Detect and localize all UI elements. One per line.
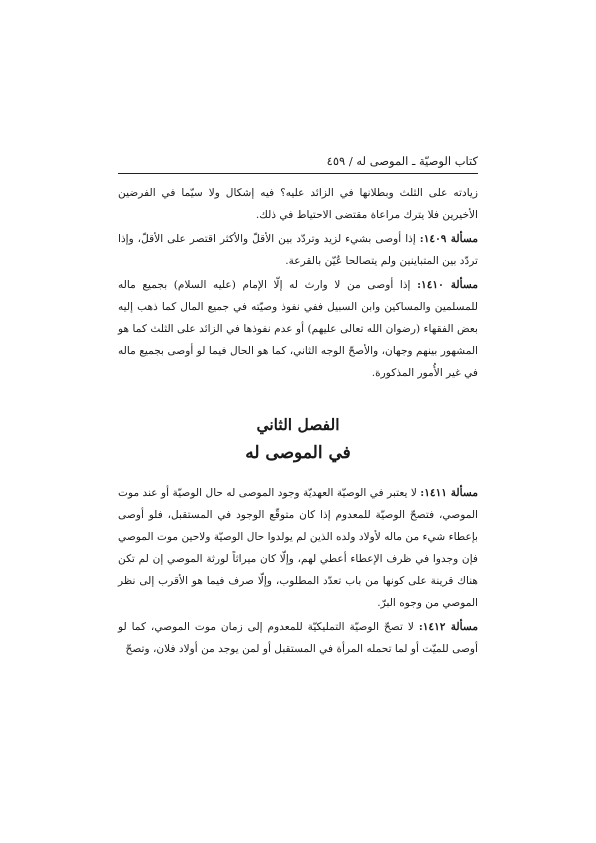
section-heading: الفصل الثاني [256, 415, 340, 434]
header-rule [118, 173, 478, 174]
issue-label: مسألة ١٤١٠: [417, 279, 478, 291]
running-header [118, 152, 478, 170]
intro-paragraph [118, 182, 478, 226]
issue-1411 [118, 482, 478, 614]
issue-1412 [118, 616, 478, 660]
running-title: كتاب الوصيّة ـ الموصى له / ٤٥٩ [326, 154, 478, 168]
issue-label: مسألة ١٤٠٩: [419, 233, 478, 245]
issue-label: مسألة ١٤١٢: [418, 621, 479, 633]
issue-1409 [118, 228, 478, 272]
issue-label: مسألة ١٤١١: [420, 487, 478, 499]
issue-text: إذا أوصى بشيء لزيد وتردّد بين الأقلّ والأكثر اقتصر على الأقلّ، وإذا تردّد بين المتباينين ولم يتصالحا عُيّن بالقرعة. [118, 233, 478, 267]
issue-text: إذا أوصى من لا وارث له إلّا الإمام (عليه السلام) بجميع ماله للمسلمين والمساكين وابن السبيل ففي نفوذ وصيّته في جميع المال كما ذهب إليه بعض الفقهاء (رضوان الله تعالى عليهم) أو عدم نفوذها في الزائد على الثلث كما هو المشهور بينهم وجهان، والأصحّ الوجه الثاني، كما هو الحال فيما لو أوصى بجميع ماله في غير الأُمور المذكورة. [118, 279, 478, 379]
section-headings [118, 412, 478, 468]
section-title: في الموصى له [245, 443, 351, 463]
intro-text: زيادته على الثلث وبطلانها في الزائد عليه؟ فيه إشكال ولا سيّما في الفرضين الأخيرين فلا يترك مراعاة مقتضى الاحتياط في ذلك. [118, 187, 478, 221]
issue-1410 [118, 274, 478, 384]
issue-text: لا تصحّ الوصيّة التمليكيّة للمعدوم إلى زمان موت الموصي، كما لو أوصى للميّت أو لما تحمله المرأة في المستقبل أو لمن يوجد من أولاد فلان، وتصحّ [118, 621, 478, 655]
issue-text: لا يعتبر في الوصيّة العهديّة وجود الموصى له حال الوصيّة أو عند موت الموصي، فتصحّ الوصيّة للمعدوم إذا كان متوقّع الوجود في المستقبل، فلو أوصى بإعطاء شيء من ماله لأولاد ولده الذين لم يولدوا حال الوصيّة ولاحين موت الموصي فإن وجدوا في ظرف الإعطاء أعطي لهم، وإلّا كان ميراثاً لورثة الموصي إن لم تكن هناك قرينة على كونها من باب تعدّد المطلوب، وإلّا صرف فيما هو الأقرب إلى نظر الموصي من وجوه البرّ. [118, 487, 478, 609]
page-body [118, 182, 478, 660]
